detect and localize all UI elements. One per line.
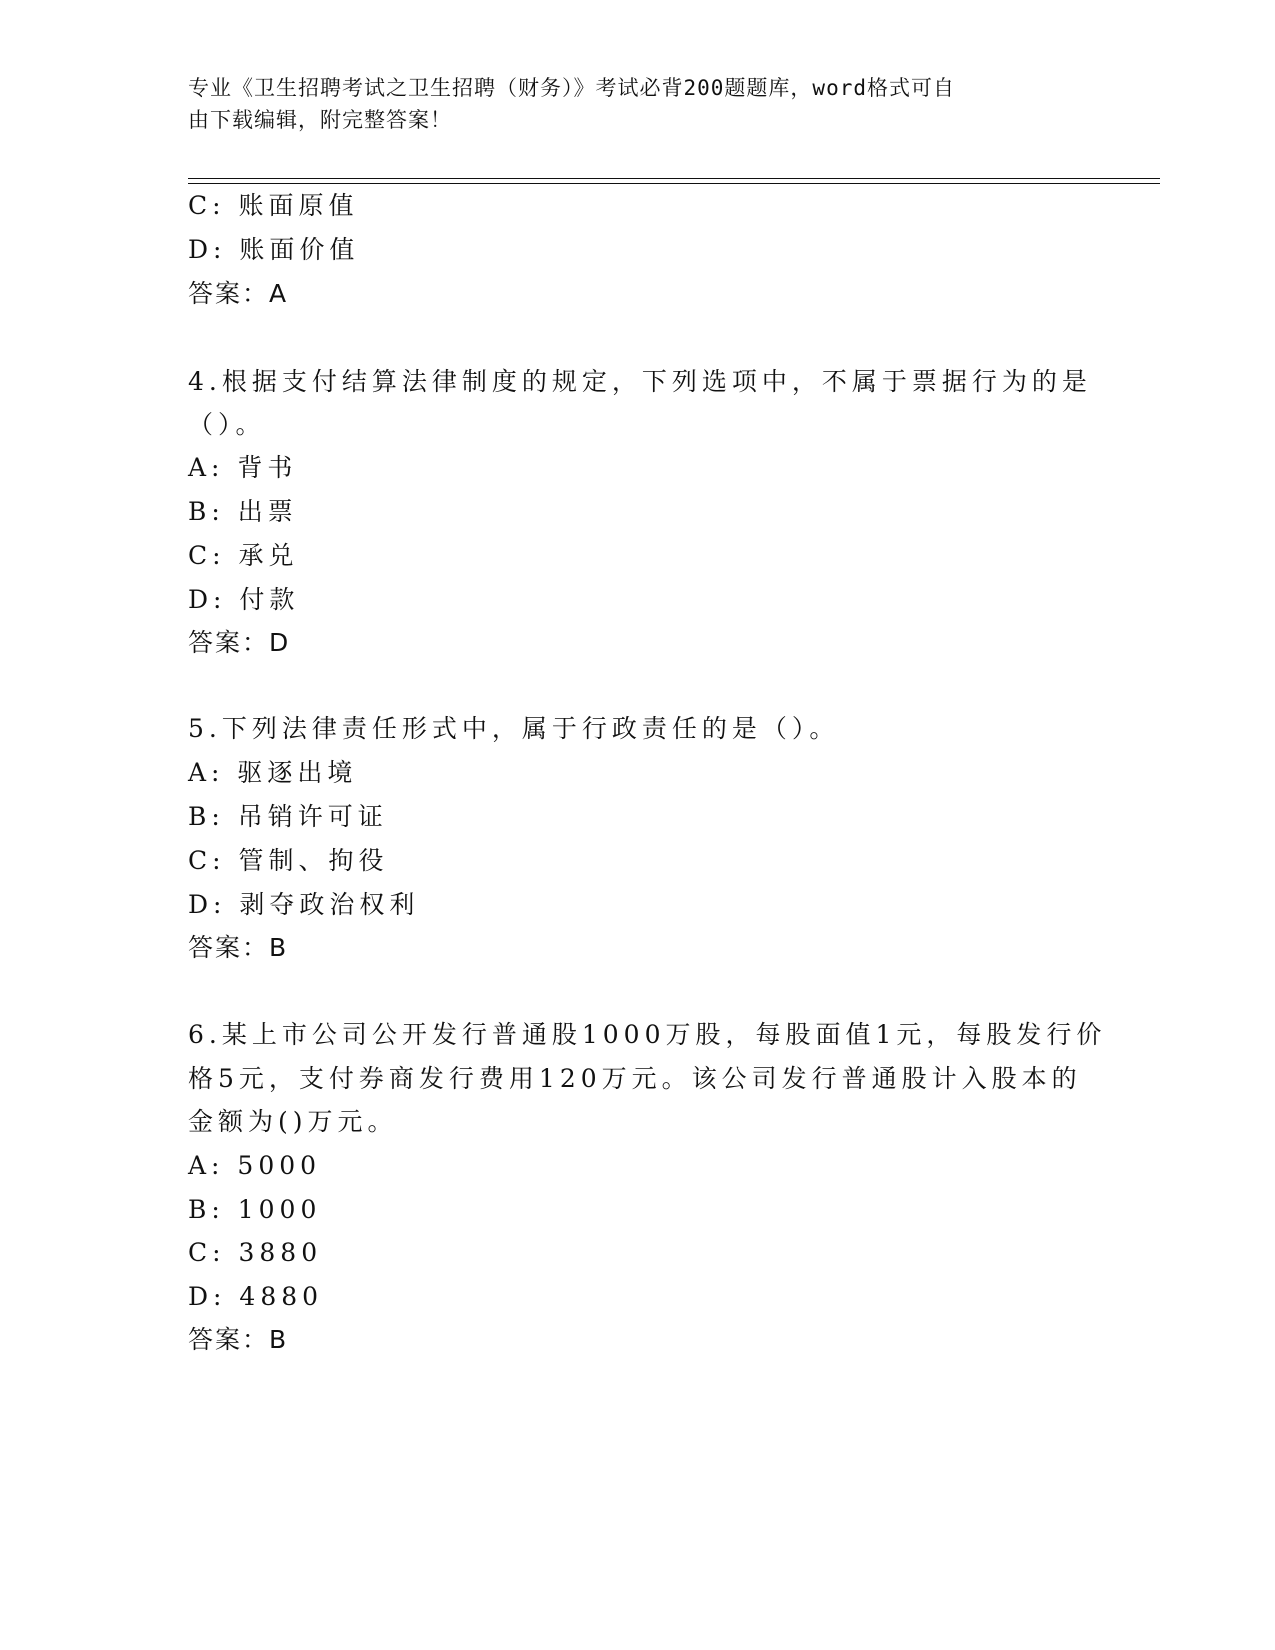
q6-answer: 答案：B <box>188 1325 289 1354</box>
q4-option-c: C: 承兑 <box>188 541 299 570</box>
document-header <box>188 72 1068 136</box>
q4-option-b: B: 出票 <box>188 497 298 526</box>
q3-option-c: C: 账面原值 <box>188 191 359 220</box>
q6-option-d: D: 4880 <box>188 1282 324 1311</box>
header-title-line-1: 专业《卫生招聘考试之卫生招聘（财务）》考试必背200题题库，word格式可自 <box>188 76 955 100</box>
q6-stem-line-3: 金额为()万元。 <box>188 1107 398 1136</box>
q4-answer: 答案：D <box>188 628 291 657</box>
q6-stem-line-1: 6.某上市公司公开发行普通股1000万股，每股面值1元，每股发行价 <box>188 1020 1107 1049</box>
q5-option-d: D: 剥夺政治权利 <box>188 890 420 919</box>
q4-stem-line-1: 4.根据支付结算法律制度的规定，下列选项中，不属于票据行为的是 <box>188 367 1092 396</box>
q6-option-b: B: 1000 <box>188 1195 322 1224</box>
q5-answer: 答案：B <box>188 933 289 962</box>
q6-option-a: A: 5000 <box>188 1151 322 1180</box>
q4-option-d: D: 付款 <box>188 585 300 614</box>
q6-stem-line-2: 格5元，支付券商发行费用120万元。该公司发行普通股计入股本的 <box>188 1064 1082 1093</box>
q5-option-c: C: 管制、拘役 <box>188 846 389 875</box>
q5-option-b: B: 吊销许可证 <box>188 802 388 831</box>
q4-option-a: A: 背书 <box>188 453 298 482</box>
header-title-line-2: 由下载编辑，附完整答案！ <box>188 108 452 132</box>
q5-stem-line-1: 5.下列法律责任形式中，属于行政责任的是（）。 <box>188 714 840 743</box>
q5-option-a: A: 驱逐出境 <box>188 758 358 787</box>
q4-stem-line-2: （）。 <box>188 410 266 439</box>
q3-option-d: D: 账面价值 <box>188 235 360 264</box>
header-divider-bottom <box>188 183 1160 184</box>
header-divider-top <box>188 178 1160 179</box>
q6-option-c: C: 3880 <box>188 1238 323 1267</box>
q3-answer: 答案：A <box>188 279 289 308</box>
